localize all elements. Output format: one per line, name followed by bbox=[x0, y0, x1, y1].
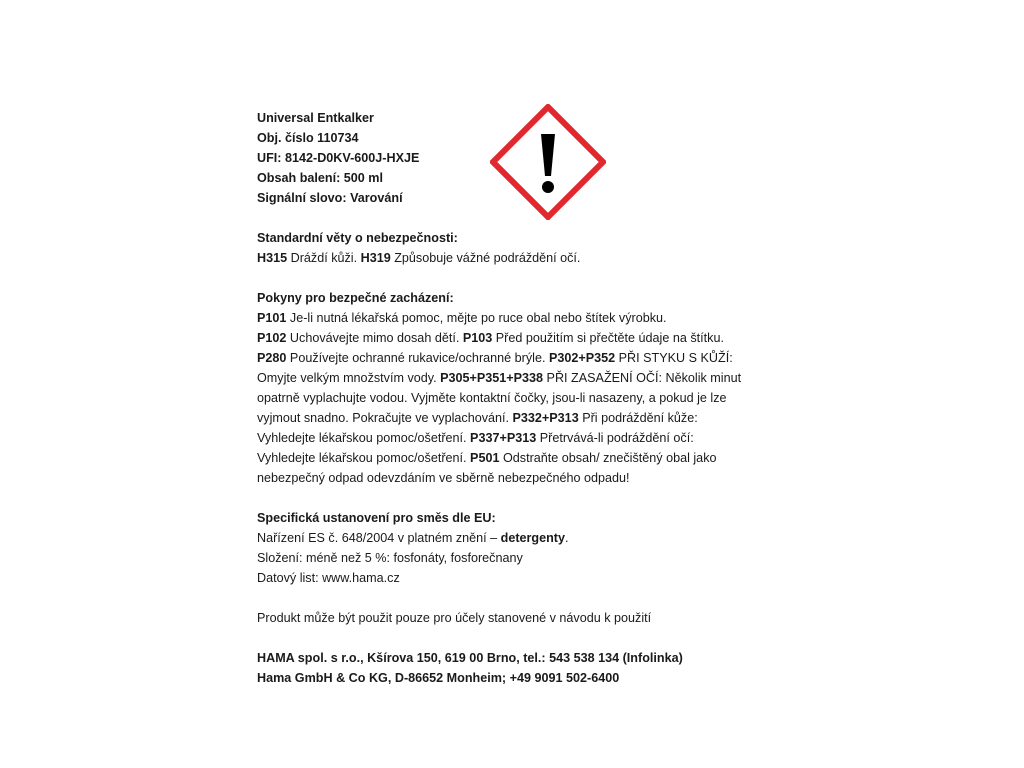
eu-heading: Specifická ustanovení pro směs dle EU: bbox=[257, 511, 496, 525]
h315-text: Dráždí kůži. bbox=[287, 251, 361, 265]
spacer bbox=[257, 588, 797, 608]
composition: Složení: méně než 5 %: fosfonáty, fosforečnany bbox=[257, 551, 523, 565]
p280-text: Používejte ochranné rukavice/ochranné brýle. bbox=[286, 351, 549, 365]
p101-code: P101 bbox=[257, 311, 287, 325]
hazard-statements bbox=[257, 248, 797, 268]
h319-code: H319 bbox=[360, 251, 391, 265]
datasheet: Datový list: www.hama.cz bbox=[257, 571, 400, 585]
p302-code: P302+P352 bbox=[548, 351, 616, 365]
spacer bbox=[257, 628, 797, 648]
p305-text-1: PŘI ZASAŽENÍ OČÍ: Několik minut bbox=[543, 371, 742, 385]
p280-code: P280 bbox=[257, 351, 287, 365]
signal-word: Signální slovo: Varování bbox=[257, 191, 403, 205]
p332-text-1: Při podráždění kůže: bbox=[578, 411, 698, 425]
spacer bbox=[257, 488, 797, 508]
hazard-heading: Standardní věty o nebezpečnosti: bbox=[257, 231, 458, 245]
h315-code: H315 bbox=[257, 251, 288, 265]
p337-text-2: Vyhledejte lékařskou pomoc/ošetření. bbox=[257, 451, 471, 465]
package-content: Obsah balení: 500 ml bbox=[257, 171, 383, 185]
p501-code: P501 bbox=[470, 451, 500, 465]
precaution-line bbox=[257, 448, 797, 468]
p102-code: P102 bbox=[257, 331, 287, 345]
p302-text-2: Omyjte velkým množstvím vody. bbox=[257, 371, 441, 385]
regulation-end: . bbox=[565, 531, 569, 545]
p305-code: P305+P351+P338 bbox=[440, 371, 544, 385]
object-number: Obj. číslo 110734 bbox=[257, 131, 359, 145]
precaution-line bbox=[257, 368, 797, 388]
precaution-line bbox=[257, 408, 797, 428]
p302-text-1: PŘI STYKU S KŮŽÍ: bbox=[615, 351, 733, 365]
p102-text: Uchovávejte mimo dosah dětí. bbox=[286, 331, 463, 345]
precaution-line bbox=[257, 308, 797, 328]
p337-code: P337+P313 bbox=[470, 431, 537, 445]
company-line-1: HAMA spol. s r.o., Kšírova 150, 619 00 Brno, tel.: 543 538 134 (Infolinka) bbox=[257, 651, 683, 665]
p101-text: Je-li nutná lékařská pomoc, mějte po ruce obal nebo štítek výrobku. bbox=[286, 311, 667, 325]
p103-code: P103 bbox=[462, 331, 493, 345]
p501-text-1: Odstraňte obsah/ znečištěný obal jako bbox=[499, 451, 717, 465]
usage-note: Produkt může být použit pouze pro účely stanovené v návodu k použití bbox=[257, 611, 652, 625]
exclamation-dot bbox=[542, 181, 554, 193]
p305-text-3: vyjmout snadno. Pokračujte ve vyplachování. bbox=[257, 411, 513, 425]
precaution-line bbox=[257, 348, 797, 368]
precaution-line: nebezpečný odpad odevzdáním ve sběrně nebezpečného odpadu! bbox=[257, 471, 630, 485]
p103-text: Před použitím si přečtěte údaje na štítku. bbox=[492, 331, 724, 345]
spacer bbox=[257, 268, 797, 288]
product-name: Universal Entkalker bbox=[257, 111, 374, 125]
precaution-line bbox=[257, 328, 797, 348]
regulation-bold: detergenty bbox=[500, 531, 566, 545]
ufi-code: UFI: 8142-D0KV-600J-HXJE bbox=[257, 151, 420, 165]
h319-text: Způsobuje vážné podráždění očí. bbox=[390, 251, 581, 265]
company-line-2: Hama GmbH & Co KG, D-86652 Monheim; +49 9091 502-6400 bbox=[257, 671, 620, 685]
ghs07-exclamation-mark-icon bbox=[490, 104, 606, 220]
precaution-line bbox=[257, 428, 797, 448]
precautionary-heading: Pokyny pro bezpečné zacházení: bbox=[257, 291, 454, 305]
eu-regulation bbox=[257, 528, 797, 548]
regulation-text: Nařízení ES č. 648/2004 v platném znění – bbox=[257, 531, 501, 545]
precaution-line: opatrně vyplachujte vodou. Vyjměte kontaktní čočky, jsou-li nasazeny, a pokud je lze bbox=[257, 391, 727, 405]
p332-text-2: Vyhledejte lékařskou pomoc/ošetření. bbox=[257, 431, 471, 445]
p337-text-1: Přetrvává-li podráždění očí: bbox=[536, 431, 694, 445]
p332-code: P332+P313 bbox=[512, 411, 579, 425]
